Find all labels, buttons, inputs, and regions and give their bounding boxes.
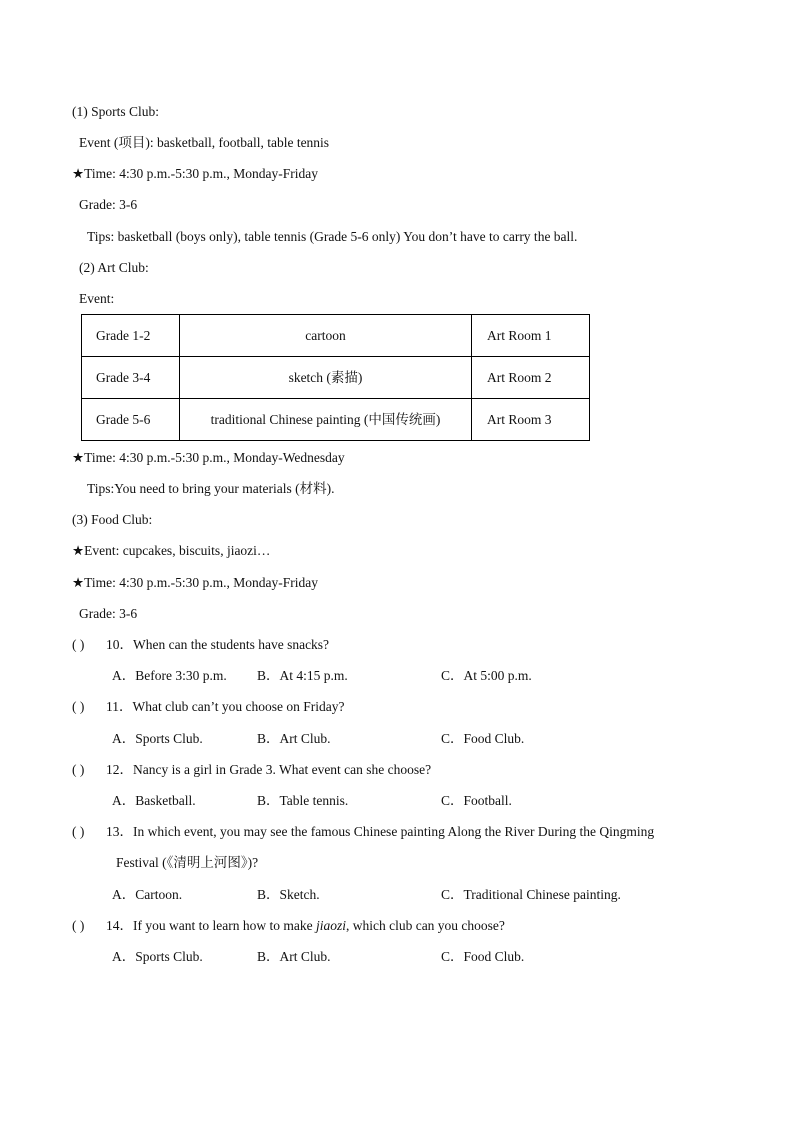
sports-club-grade: Grade: 3-6 <box>79 197 138 212</box>
question-14-italic-word: jiaozi <box>315 918 346 933</box>
table-cell-event: traditional Chinese painting (中国传统画) <box>180 399 472 441</box>
question-14-text <box>106 917 505 935</box>
table-cell-room: Art Room 3 <box>472 399 590 441</box>
food-club-grade: Grade: 3-6 <box>79 606 138 621</box>
question-13-text: 13．In which event, you may see the famous Chinese painting Along the River During the Qingming <box>106 824 655 839</box>
table-row <box>82 357 590 399</box>
art-club-event-label: Event: <box>79 291 115 306</box>
food-club-time: ★Time: 4:30 p.m.-5:30 p.m., Monday-Friday <box>72 575 318 590</box>
option-b[interactable]: B．Sketch. <box>257 887 320 902</box>
option-c[interactable]: C．Food Club. <box>441 949 525 964</box>
option-a[interactable]: A．Sports Club. <box>112 949 203 964</box>
question-14-text-end: , which club can you choose? <box>345 918 505 933</box>
table-cell-grade: Grade 1-2 <box>82 315 180 357</box>
table-cell-grade: Grade 3-4 <box>82 357 180 399</box>
question-10-options <box>0 667 794 685</box>
answer-blank[interactable]: ( ) <box>72 637 85 652</box>
art-club-time: ★Time: 4:30 p.m.-5:30 p.m., Monday-Wednesday <box>72 450 345 465</box>
option-b[interactable]: B．Art Club. <box>257 949 331 964</box>
sports-club-tips: Tips: basketball (boys only), table tennis (Grade 5-6 only) You don’t have to carry the ball. <box>87 229 578 244</box>
question-11-options <box>0 730 794 748</box>
art-club-tips: Tips:You need to bring your materials (材料). <box>87 481 335 496</box>
question-14-text-start: 14．If you want to learn how to make <box>106 918 316 933</box>
sports-club-event: Event (项目): basketball, football, table tennis <box>79 135 330 150</box>
option-c[interactable]: C．Traditional Chinese painting. <box>441 887 621 902</box>
sports-club-time: ★Time: 4:30 p.m.-5:30 p.m., Monday-Friday <box>72 166 318 181</box>
option-c[interactable]: C．At 5:00 p.m. <box>441 668 532 683</box>
table-row <box>82 315 590 357</box>
option-a[interactable]: A．Basketball. <box>112 793 196 808</box>
art-club-table <box>81 314 590 441</box>
food-club-event: ★Event: cupcakes, biscuits, jiaozi… <box>72 543 271 558</box>
table-row <box>82 399 590 441</box>
option-a[interactable]: A．Sports Club. <box>112 731 203 746</box>
option-b[interactable]: B．At 4:15 p.m. <box>257 668 348 683</box>
table-cell-event: cartoon <box>180 315 472 357</box>
question-12-text: 12．Nancy is a girl in Grade 3. What event can she choose? <box>106 762 432 777</box>
question-12-options <box>0 792 794 810</box>
answer-blank[interactable]: ( ) <box>72 762 85 777</box>
option-b[interactable]: B．Table tennis. <box>257 793 349 808</box>
answer-blank[interactable]: ( ) <box>72 824 85 839</box>
question-13-text-continued: Festival (《清明上河图》)? <box>116 855 259 870</box>
food-club-heading: (3) Food Club: <box>72 512 153 527</box>
option-a[interactable]: A．Cartoon. <box>112 887 183 902</box>
sports-club-heading: (1) Sports Club: <box>72 104 160 119</box>
option-a[interactable]: A．Before 3:30 p.m. <box>112 668 227 683</box>
table-cell-room: Art Room 1 <box>472 315 590 357</box>
answer-blank[interactable]: ( ) <box>72 918 85 933</box>
question-13-options <box>0 886 794 904</box>
question-14-options <box>0 948 794 966</box>
answer-blank[interactable]: ( ) <box>72 699 85 714</box>
question-10-text: 10．When can the students have snacks? <box>106 637 330 652</box>
option-b[interactable]: B．Art Club. <box>257 731 331 746</box>
option-c[interactable]: C．Food Club. <box>441 731 525 746</box>
table-cell-room: Art Room 2 <box>472 357 590 399</box>
question-11-text: 11．What club can’t you choose on Friday? <box>106 699 345 714</box>
table-cell-event: sketch (素描) <box>180 357 472 399</box>
art-club-heading: (2) Art Club: <box>79 260 149 275</box>
option-c[interactable]: C．Football. <box>441 793 512 808</box>
table-cell-grade: Grade 5-6 <box>82 399 180 441</box>
